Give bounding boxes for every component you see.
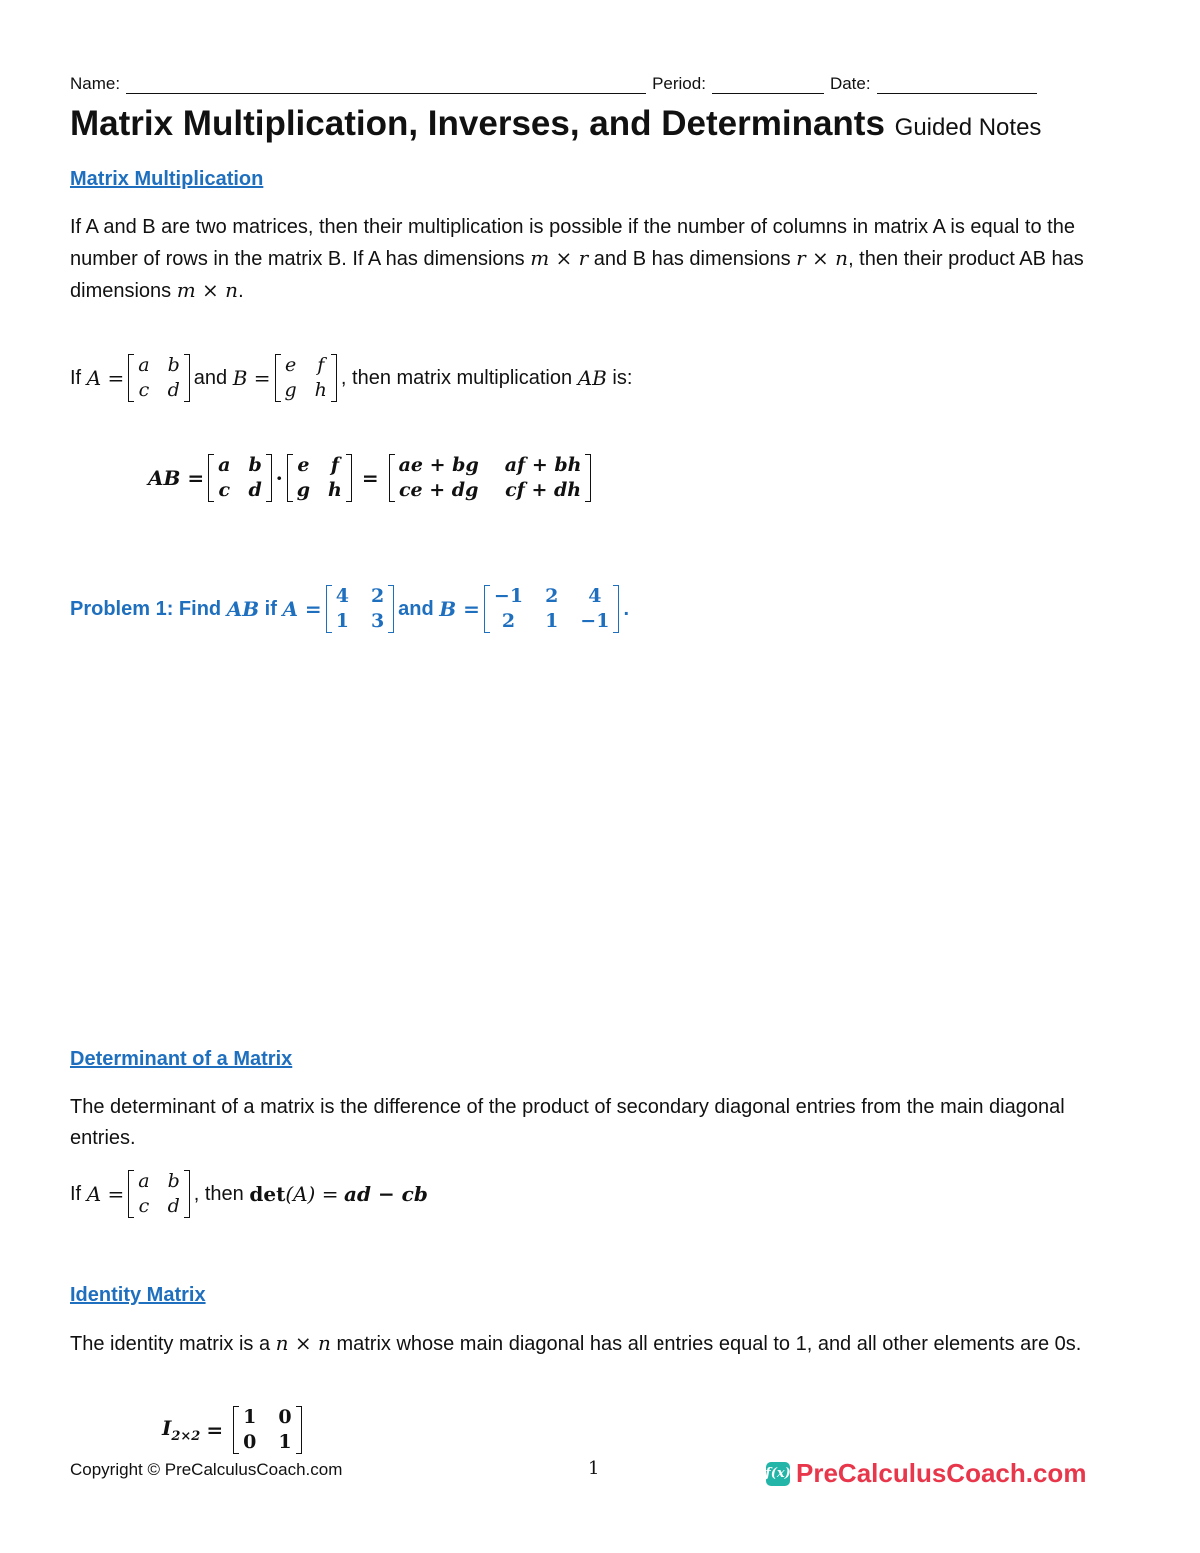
problem-1-and: and xyxy=(398,597,434,620)
def-if: If xyxy=(70,366,82,389)
det-then: , then xyxy=(193,1182,244,1205)
para-text-2: and B has dimensions xyxy=(593,248,791,270)
matrix-cell: 1 xyxy=(278,1431,292,1453)
heading-identity-matrix: Identity Matrix xyxy=(70,1284,206,1306)
matrix-cell: ce + dg xyxy=(398,479,479,501)
matrix-cell: 0 xyxy=(243,1431,257,1453)
problem-1-ab: AB xyxy=(226,597,260,621)
matrix-cell: f xyxy=(317,354,325,376)
matrix-cell: 0 xyxy=(278,1406,292,1428)
matrix-cell: b xyxy=(248,454,262,476)
identity-dim: n × n xyxy=(275,1331,331,1355)
matrix-multiplication-paragraph xyxy=(70,212,1130,307)
problem-1-period: . xyxy=(623,597,629,620)
def-then: , then matrix multiplication xyxy=(340,366,573,389)
problem-1 xyxy=(70,585,629,633)
date-label: Date: xyxy=(829,74,871,93)
matrix-cell: g xyxy=(284,379,297,401)
matrix-cell: b xyxy=(167,1170,180,1192)
brand-name: PreCalculusCoach.com xyxy=(796,1458,1087,1488)
matrix-cell: 1 xyxy=(335,610,349,632)
name-label: Name: xyxy=(70,74,121,93)
fx-icon: f(x) xyxy=(766,1462,790,1486)
page-title xyxy=(70,104,1041,144)
heading-determinant: Determinant of a Matrix xyxy=(70,1048,293,1070)
matrix-cell: 1 xyxy=(545,610,559,632)
identity-matrix xyxy=(233,1406,301,1454)
determinant-paragraph: The determinant of a matrix is the difference of the product of secondary diagonal entries from the main diagonal entries. xyxy=(70,1096,1065,1149)
identity-eq: = xyxy=(206,1418,224,1442)
def-ab: AB xyxy=(577,366,607,390)
formula-matrix-a xyxy=(208,454,272,502)
matrix-cell: cf + dh xyxy=(505,479,582,501)
def-and: and xyxy=(193,366,228,389)
formula-matrix-b xyxy=(287,454,352,502)
det-function: det xyxy=(249,1182,286,1206)
matrix-cell: ae + bg xyxy=(398,454,479,476)
det-matrix-a xyxy=(128,1170,190,1218)
identity-paragraph xyxy=(70,1328,1130,1360)
problem-1-a-eq: A = xyxy=(282,597,322,621)
matrix-cell: 2 xyxy=(545,585,559,607)
det-arg: (A) = xyxy=(285,1182,339,1206)
period-field[interactable] xyxy=(712,75,824,94)
matrix-cell: 4 xyxy=(335,585,349,607)
para-text-4: . xyxy=(238,280,244,302)
matrix-cell: af + bh xyxy=(504,454,582,476)
formula-eq: = xyxy=(361,466,379,490)
identity-text-1: The identity matrix is a xyxy=(70,1333,271,1355)
multiplication-formula xyxy=(148,454,595,502)
matrix-cell: e xyxy=(297,454,310,476)
matrix-cell: −1 xyxy=(580,610,610,632)
title-main: Matrix Multiplication, Inverses, and Determinants xyxy=(70,104,885,143)
def-b-eq: B = xyxy=(232,366,271,390)
heading-matrix-multiplication: Matrix Multiplication xyxy=(70,168,264,190)
matrix-cell: 4 xyxy=(588,585,602,607)
matrix-cell: 3 xyxy=(370,610,385,632)
problem-1-b-eq: B = xyxy=(439,597,480,621)
matrix-cell: b xyxy=(167,354,180,376)
matrix-a-general xyxy=(128,354,190,402)
brand-logo xyxy=(766,1458,1086,1489)
matrix-cell: c xyxy=(138,379,150,401)
matrix-cell: d xyxy=(248,479,262,501)
para-text-3: , then their product AB has dimensions xyxy=(70,248,1084,302)
def-is: is: xyxy=(612,366,633,389)
matrix-cell: a xyxy=(138,354,150,376)
title-sub: Guided Notes xyxy=(894,114,1042,141)
matrix-cell: h xyxy=(328,479,342,501)
matrix-cell: h xyxy=(314,379,327,401)
det-if: If xyxy=(70,1182,82,1205)
page-number: 1 xyxy=(588,1458,600,1479)
dim-m-by-n: m × n xyxy=(176,278,239,302)
determinant-formula xyxy=(70,1170,428,1218)
def-a-eq: A = xyxy=(86,366,125,390)
matrix-b-general xyxy=(275,354,337,402)
matrix-cell: 2 xyxy=(501,610,516,632)
problem-1-matrix-a xyxy=(326,585,394,633)
matrix-cell: d xyxy=(167,1195,180,1217)
period-label: Period: xyxy=(652,74,706,93)
matrix-cell: 2 xyxy=(370,585,385,607)
formula-product-matrix xyxy=(389,454,592,502)
formula-ab-eq: AB = xyxy=(148,466,205,490)
para-text-1: If A and B are two matrices, then their multiplication is possible if the number of columns in matrix A is equal to the number of rows in the matrix B. If A has dimensions xyxy=(70,216,1075,270)
matrix-cell: f xyxy=(330,454,340,476)
problem-1-matrix-b xyxy=(484,585,620,633)
matrix-cell: a xyxy=(138,1170,150,1192)
det-a-eq: A = xyxy=(86,1182,125,1206)
matrix-cell: c xyxy=(218,479,231,501)
matrix-cell: g xyxy=(296,479,311,501)
identity-formula xyxy=(162,1406,306,1454)
copyright: Copyright © PreCalculusCoach.com xyxy=(70,1460,343,1479)
dim-m-by-r: m × r xyxy=(530,246,589,270)
date-field[interactable] xyxy=(877,75,1037,94)
matrix-cell: 1 xyxy=(243,1406,257,1428)
matrix-cell: −1 xyxy=(493,585,524,607)
matrix-cell: e xyxy=(284,354,297,376)
definition-line xyxy=(70,354,632,402)
formula-dot: · xyxy=(275,466,283,490)
problem-1-prefix: Problem 1: Find xyxy=(70,597,222,620)
identity-label: $I_{2\times 2}$ xyxy=(162,1416,201,1444)
matrix-cell: c xyxy=(138,1195,150,1217)
name-field[interactable] xyxy=(126,75,646,94)
identity-text-2: matrix whose main diagonal has all entries equal to 1, and all other elements are 0s. xyxy=(336,1333,1082,1355)
matrix-cell: a xyxy=(218,454,231,476)
dim-r-by-n: r × n xyxy=(796,246,849,270)
matrix-cell: d xyxy=(167,379,180,401)
det-result: ad − cb xyxy=(344,1182,428,1206)
problem-1-if: if xyxy=(264,597,277,620)
worksheet-header xyxy=(70,74,1080,94)
